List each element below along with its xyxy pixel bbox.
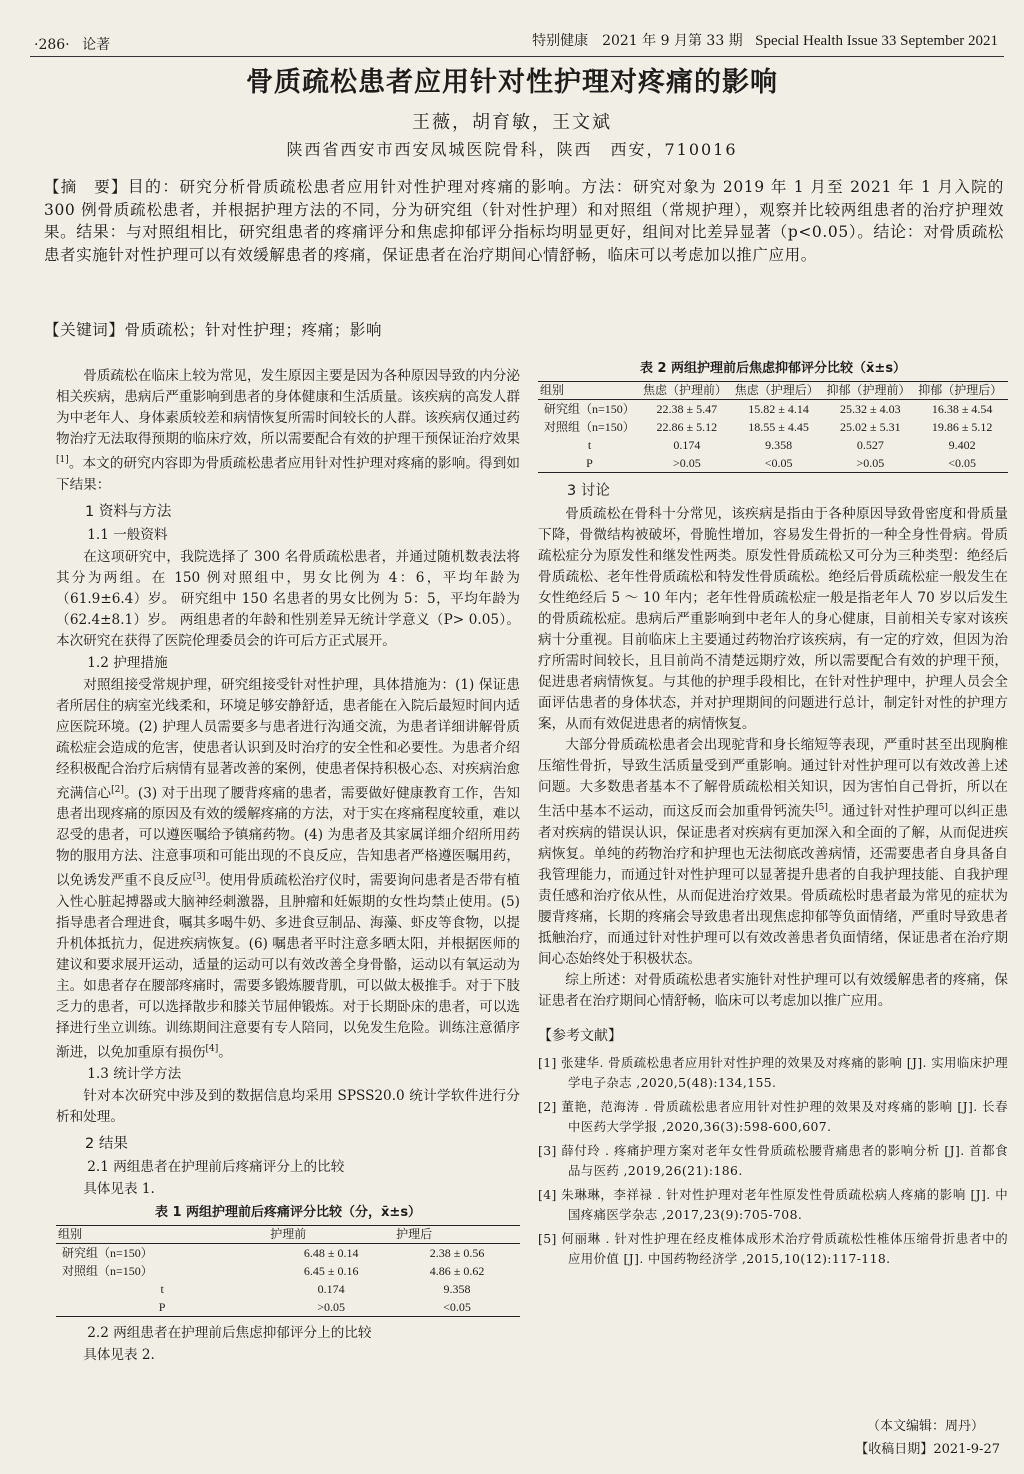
paragraph: 对照组接受常规护理，研究组接受针对性护理，具体措施为：(1) 保证患者所居住的病室光线柔和，环境足够安静舒适，患者能在入院后最短时间内适应医院环境。(2) 护理人员需要多与患者进行沟通交流，为患者详细讲解骨质疏松症会造成的危害，使患者认识到及时治疗的安全性和必要性。为患者介绍经积极配合治疗后病情有显著改善的案例，使患者保持积极心态、对疾病治愈充满信心[2]。(3) 对于出现了腰背疼痛的患者，需要做好健康教育工作，告知患者出现疼痛的原因及有效的缓解疼痛的方法，对于实在疼痛程度较重，难以忍受的患者，可以遵医嘱给予镇痛药物。(4) 为患者及其家属详细介绍所用药物的服用方法、注意事项和可能出现的不良反应，告知患者严格遵医嘱用药，以免诱发严重不良反应[3]。使用骨质疏松治疗仪时，需要询问患者是否带有植入性心脏起搏器或大脑神经刺激器，且肿瘤和妊娠期的女性均禁止使用。(5) 指导患者合理进食，嘱其多喝牛奶、多进食豆制品、海藻、虾皮等食物，以提升机体抵抗力，促进疾病恢复。(6) 嘱患者平时注意多晒太阳，并根据医师的建议和要求展开运动，适量的运动可以有效改善全身骨骼，运动以有氧运动为主。如患者存在腰部疼痛时，需要多锻炼腰背肌，可以做太极推手。对于下肢乏力的患者，可以选择散步和膝关节屈伸锻炼。对于长期卧床的患者，可以选择进行坐立训练。训练期间注意要有专人陪同，以免发生危险。训练注意循序渐进，以免加重原有损伤[4]。 (56, 676, 521, 1061)
method-label: 方法： (581, 177, 633, 196)
purpose-text: 研究分析骨质疏松患者应用针对性护理对疼痛的影响。 (179, 178, 582, 196)
paragraph: 骨质疏松在骨科十分常见，该疾病是指由于各种原因导致骨密度和骨质量下降，骨微结构被破坏，骨脆性增加，容易发生骨折的一种全身性骨病。骨质疏松症分为原发性和继发性两类。原发性骨质疏松又可分为三种类型：绝经后骨质疏松、老年性骨质疏松和特发性骨质疏松。绝经后骨质疏松症一般发生在女性绝经后 5 ～ 10 年内；老年性骨质疏松症一般是指老年人 70 岁以后发生的骨质疏松症。患病后严重影响到中老年人的身心健康，目前相关专家对该疾病十分重视。目前临床上主要通过药物治疗该疾病，有一定的疗效，但因为治疗所需时间较长，且目前尚不清楚远期疗效，所以需要配合有效的护理干预，促进患者病情恢复。与其他的护理手段相比，在针对性护理中，护理人员会全面评估患者的身体状态，并对护理期间的问题进行总计，制定针对性的护理方案，从而有效促进患者的病情恢复。 (538, 506, 1008, 732)
paragraph: 在这项研究中，我院选择了 300 名骨质疏松患者，并通过随机数表法将其分为两组。在 150 例对照组中，男女比例为 4：6，平均年龄为（61.9±6.4）岁。 研究组中 150 名患者的男女比例为 5：5，平均年龄为（62.4±8.1）岁。 两组患者的年龄和性别差异无统计学意义（P> 0.05）。本次研究在获得了医院伦理委员会的许可后方正式展开。 (56, 548, 520, 649)
reference-item: [3] 薛付玲 . 疼痛护理方案对老年女性骨质疏松腰背痛患者的影响分析 [J]. 首都食品与医药 ,2019,26(21):186. (538, 1142, 1008, 1178)
subsection-heading: 2.2 两组患者在护理前后焦虑抑郁评分上的比较 (87, 1325, 372, 1342)
result-text: 与对照组相比，研究组患者的疼痛评分和焦虑抑郁评分指标均明显更好，组间对比差异显著（p<0.05）。 (126, 223, 874, 242)
method-text: 研究对象为 2019 年 1 月至 2021 年 1 月入院的 300 例骨质疏松患者，并根据护理方法的不同，分为研究组（针对性护理）和对照组（常规护理），观察并比较两组患者的治疗护理效果。 (44, 178, 1004, 242)
table-row: 研究组（n=150） 22.38 ± 5.47 15.82 ± 4.14 25.32 ± 4.03 16.38 ± 4.54 (544, 402, 993, 416)
table-header: 组别 (56, 1226, 268, 1244)
page-number: ·286· (34, 37, 70, 53)
conclusion-label: 结论： (873, 222, 924, 242)
purpose-label: 目的： (127, 177, 180, 196)
subsection-heading: 1.2 护理措施 (87, 654, 168, 671)
section-name: 论著 (82, 37, 111, 53)
table-header: 护理前 (268, 1226, 394, 1244)
reference-item: [4] 朱琳琳，李祥禄 . 针对性护理对老年性原发性骨质疏松病人疼痛的影响 [J]. 中国疼痛医学杂志 ,2017,23(9):705-708. (538, 1186, 1008, 1222)
keywords (44, 318, 1004, 340)
references-title: 【参考文献】 (538, 1027, 622, 1044)
intro-paragraph: 骨质疏松在临床上较为常见，发生原因主要是因为各种原因导致的内分泌相关疾病，患病后严重影响到患者的身体健康和生活质量。该疾病的高发人群为中老年人、身体素质较差和病情恢复所需时间较长的人群。该疾病仅通过药物治疗无法取得预期的临床疗效，所以需要配合有效的护理干预保证治疗效果[1]。本文的研究内容即为骨质疏松患者应用针对性护理对疼痛的影响。得到如下结果： (56, 368, 520, 493)
section-heading: 1 资料与方法 (85, 503, 172, 520)
table-header: 抑郁（护理前） (824, 382, 916, 400)
table-row: 对照组（n=150） 22.86 ± 5.12 18.55 ± 4.45 25.02 ± 5.31 19.86 ± 5.12 (544, 420, 993, 434)
table-row: P >0.05 <0.05 >0.05 <0.05 (586, 456, 976, 470)
table1 (56, 1225, 520, 1317)
journal-en: Special Health Issue 33 September 2021 (755, 33, 998, 49)
paragraph: 针对本次研究中涉及到的数据信息均采用 SPSS20.0 统计学软件进行分析和处理。 (56, 1088, 520, 1126)
conclusion-text: 对骨质疏松患者实施针对性护理可以有效缓解患者的疼痛，保证患者在治疗期间心情舒畅，临床可以考虑加以推广应用。 (44, 223, 1004, 264)
table-row: P >0.05 <0.05 (158, 1300, 471, 1315)
table2-caption: 表 2 两组护理前后焦虑抑郁评分比较（x̄±s） (639, 361, 907, 376)
result-label: 结果： (76, 222, 127, 242)
running-header (30, 30, 1004, 57)
section-heading: 3 讨论 (567, 483, 610, 499)
affiliation: 陕西省西安市西安凤城医院骨科，陕西 西安，710016 (286, 140, 738, 159)
table-header: 组别 (538, 382, 641, 400)
reference-item: [1] 张建华. 骨质疏松患者应用针对性护理的效果及对疼痛的影响 [J]. 实用临床护理学电子杂志 ,2020,5(48):134,155. (538, 1054, 1008, 1090)
paragraph: 综上所述：对骨质疏松患者实施针对性护理可以有效缓解患者的疼痛，保证患者在治疗期间心情舒畅，临床可以考虑加以推广应用。 (538, 971, 1008, 1009)
table-header: 抑郁（护理后） (916, 382, 1008, 400)
left-column (56, 366, 520, 1366)
table-row: t 0.174 9.358 (160, 1282, 471, 1297)
table-row: t 0.174 9.358 0.527 9.402 (587, 438, 976, 452)
table-header: 护理后 (394, 1226, 520, 1244)
editor-note: （本文编辑：周丹） (866, 1419, 984, 1434)
table-header: 焦虑（护理前） (641, 382, 733, 400)
keywords-text: 骨质疏松；针对性护理；疼痛；影响 (124, 321, 383, 339)
subsection-heading: 1.3 统计学方法 (87, 1066, 182, 1083)
subsection-heading: 1.1 一般资料 (87, 526, 168, 543)
table2 (538, 381, 1008, 473)
right-column (538, 356, 1008, 1273)
reference-item: [5] 何丽琳 . 针对性护理在经皮椎体成形术治疗骨质疏松性椎体压缩骨折患者中的应用价值 [J]. 中国药物经济学 ,2015,10(12):117-118. (538, 1230, 1008, 1266)
abstract (44, 176, 1004, 266)
article-title: 骨质疏松患者应用针对性护理对疼痛的影响 (246, 67, 778, 98)
paragraph: 大部分骨质疏松患者会出现驼背和身长缩短等表现，严重时甚至出现胸椎压缩性骨折，导致生活质量受到严重影响。通过针对性护理可以有效改善上述问题。大多数患者基本不了解骨质疏松相关知识，因为害怕自己骨折，所以在生活中基本不运动，而这反而会加重骨钙流失[5]。通过针对性护理可以纠正患者对疾病的错误认识，保证患者对疾病有更加深入和全面的了解，从而促进疾病恢复。单纯的药物治疗和护理也无法彻底改善病情，还需要患者自身具备自我管理能力，而通过针对性护理可以显著提升患者的自我护理技能、自我护理责任感和治疗依从性，从而促进治疗效果。骨质疏松时患者最为常见的症状为腰背疼痛，长期的疼痛会导致患者出现焦虑抑郁等负面情绪，严重时导致患者抵触治疗，而通过针对性护理可以有效改善患者负面情绪，保证患者在治疗期间心态始终处于积极状态。 (538, 737, 1009, 967)
received-label: 【收稿日期】 (855, 1442, 934, 1457)
table-row: 对照组（n=150） 6.45 ± 0.16 4.86 ± 0.62 (62, 1264, 485, 1279)
table-header: 焦虑（护理后） (733, 382, 825, 400)
table-row: 研究组（n=150） 6.48 ± 0.14 2.38 ± 0.56 (62, 1246, 485, 1261)
paragraph: 具体见表 1. (83, 1181, 155, 1198)
paragraph: 具体见表 2. (83, 1347, 155, 1364)
received-date (855, 1438, 1000, 1457)
authors: 王薇，胡育敏，王文斌 (412, 112, 612, 133)
received-value: 2021-9-27 (933, 1442, 1000, 1457)
abstract-label: 【摘 要】 (44, 178, 128, 196)
table1-caption: 表 1 两组护理前后疼痛评分比较（分，x̄±s） (154, 1205, 422, 1221)
keywords-label: 【关键词】 (44, 321, 125, 339)
journal-cn: 特别健康 2021 年 9 月第 33 期 (532, 33, 743, 49)
section-heading: 2 结果 (85, 1136, 128, 1153)
subsection-heading: 2.1 两组患者在护理前后疼痛评分上的比较 (87, 1159, 345, 1176)
reference-item: [2] 董艳，范海涛 . 骨质疏松患者应用针对性护理的效果及对疼痛的影响 [J]. 长春中医药大学学报 ,2020,36(3):598-600,607. (538, 1098, 1008, 1134)
